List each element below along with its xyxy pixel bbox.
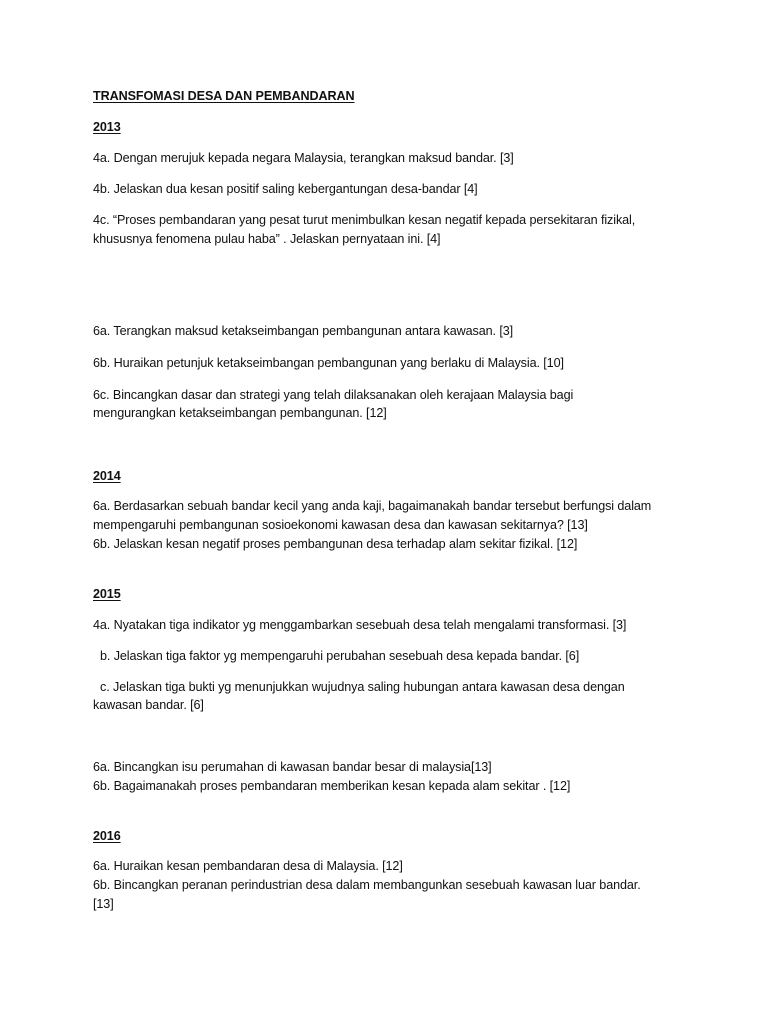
question-line: 6a. Bincangkan isu perumahan di kawasan bandar besar di malaysia[13]: [93, 760, 492, 774]
question-line: kawasan bandar. [6]: [93, 698, 204, 712]
year-heading-2016: 2016: [93, 829, 121, 843]
question-line: [13]: [93, 897, 114, 911]
year-heading-2015: 2015: [93, 587, 121, 601]
question-line: 6b. Bincangkan peranan perindustrian desa dalam membangunkan sesebuah kawasan luar bandar.: [93, 878, 641, 892]
question-line: 4b. Jelaskan dua kesan positif saling kebergantungan desa-bandar [4]: [93, 182, 478, 196]
year-heading-2013: 2013: [93, 120, 121, 134]
question-line: mengurangkan ketakseimbangan pembangunan. [12]: [93, 406, 387, 420]
year-heading-2014: 2014: [93, 469, 121, 483]
question-line: 6b. Bagaimanakah proses pembandaran memberikan kesan kepada alam sekitar . [12]: [93, 779, 571, 793]
question-line: 6a. Terangkan maksud ketakseimbangan pembangunan antara kawasan. [3]: [93, 324, 514, 338]
question-line: 4c. “Proses pembandaran yang pesat turut menimbulkan kesan negatif kepada persekitaran fizikal,: [93, 213, 636, 227]
question-line: b. Jelaskan tiga faktor yg mempengaruhi perubahan sesebuah desa kepada bandar. [6]: [100, 649, 580, 663]
question-line: 6a. Huraikan kesan pembandaran desa di Malaysia. [12]: [93, 859, 403, 873]
document-title: TRANSFOMASI DESA DAN PEMBANDARAN: [93, 89, 355, 103]
question-line: 4a. Dengan merujuk kepada negara Malaysia, terangkan maksud bandar. [3]: [93, 151, 514, 165]
question-line: 6a. Berdasarkan sebuah bandar kecil yang anda kaji, bagaimanakah bandar tersebut berfungsi dalam: [93, 499, 652, 513]
question-line: 6b. Huraikan petunjuk ketakseimbangan pembangunan yang berlaku di Malaysia. [10]: [93, 356, 564, 370]
question-line: c. Jelaskan tiga bukti yg menunjukkan wujudnya saling hubungan antara kawasan desa dengan: [100, 680, 625, 694]
question-line: 6b. Jelaskan kesan negatif proses pembangunan desa terhadap alam sekitar fizikal. [12]: [93, 537, 578, 551]
question-line: mempengaruhi pembangunan sosioekonomi kawasan desa dan kawasan sekitarnya? [13]: [93, 518, 588, 532]
question-line: 6c. Bincangkan dasar dan strategi yang telah dilaksanakan oleh kerajaan Malaysia bagi: [93, 388, 574, 402]
question-line: 4a. Nyatakan tiga indikator yg menggambarkan sesebuah desa telah mengalami transformasi. [3]: [93, 618, 627, 632]
question-line: khususnya fenomena pulau haba” . Jelaskan pernyataan ini. [4]: [93, 232, 441, 246]
